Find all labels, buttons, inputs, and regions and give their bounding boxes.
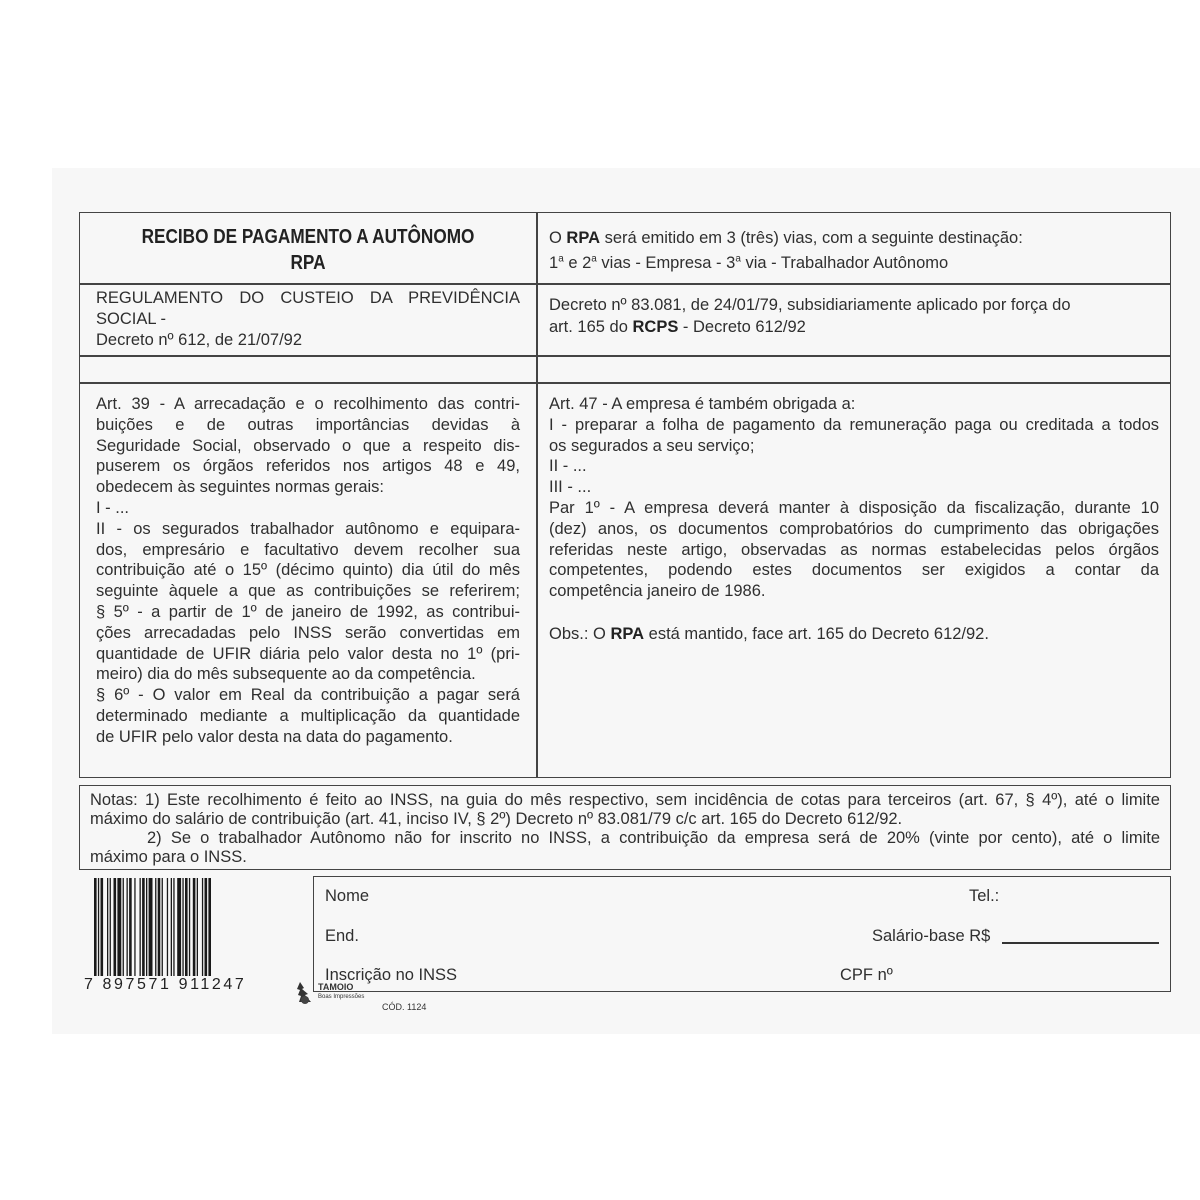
- article-line: II - os segurados trabalhador autônomo e equipara-: [96, 519, 520, 538]
- article-line: os segurados a seu serviço;: [549, 436, 755, 455]
- article-line: puserem os órgãos referidos nos artigos 48 e 49,: [96, 457, 520, 476]
- regulation-decree: Decreto nº 612, de 21/07/92: [96, 331, 303, 349]
- salary-field-line[interactable]: [1002, 942, 1159, 944]
- column-divider: [536, 212, 538, 778]
- cpf-field-label: CPF nº: [840, 966, 893, 984]
- article-line: Art. 47 - A empresa é também obrigada a:: [549, 395, 856, 413]
- article-line: I - preparar a folha de pagamento da remuneração paga ou creditada a todos: [549, 415, 1159, 434]
- product-code: CÓD. 1124: [382, 1002, 427, 1012]
- address-field-label: End.: [325, 927, 359, 945]
- inss-field-label: Inscrição no INSS: [325, 966, 458, 984]
- article-line: seguinte àquele a que as contribuições se referirem;: [96, 582, 520, 601]
- article-47: [549, 394, 1159, 602]
- note-line: Notas: 1) Este recolhimento é feito ao INSS, na guia do mês respectivo, sem incidência de cotas para terceiros (art. 67, § 4º), até o limite: [90, 791, 1160, 809]
- decree-line: art. 165 do RCPS - Decreto 612/92: [549, 318, 806, 336]
- regulation-line: REGULAMENTO DO CUSTEIO DA PREVIDÊNCIA: [96, 289, 520, 307]
- document-subtitle: RPA: [290, 252, 326, 274]
- publisher-tagline: Boas Impressões: [318, 994, 365, 1000]
- note-line: máximo para o INSS.: [90, 848, 247, 866]
- document-title: RECIBO DE PAGAMENTO A AUTÔNOMO: [141, 226, 475, 248]
- article-line: competência janeiro de 1986.: [549, 582, 766, 601]
- routing-text: 1$^a$ e 2$^a$ vias - Empresa - 3$^a$ via - Trabalhador Autônomo: [549, 253, 949, 272]
- article-line: (dez) anos, os documentos comprobatórios do cumprimento das obrigações: [549, 519, 1159, 538]
- article-line: II - ...: [549, 457, 587, 476]
- regulation-block: [96, 288, 520, 351]
- publisher-name: TAMOIO: [318, 982, 354, 992]
- article-line: III - ...: [549, 478, 592, 497]
- row-divider-1: [79, 283, 1171, 285]
- article-39: [96, 394, 520, 748]
- article-line: dos, empresário e facultativo devem recolher sua: [96, 540, 520, 559]
- article-line: quantidade de UFIR diária pelo valor desta no 1º (pri-: [96, 644, 520, 663]
- notes-text: [90, 791, 1160, 867]
- name-field-label: Nome: [325, 887, 370, 905]
- article-line: I - ...: [96, 498, 129, 517]
- article-line: Art. 39 - A arrecadação e o recolhimento das contri-: [96, 395, 520, 413]
- barcode-number: 7 897571 911247: [84, 976, 247, 993]
- note-line: 2) Se o trabalhador Autônomo não for inscrito no INSS, a contribuição da empresa será de 20% (vinte por cento), até o limite: [147, 829, 1160, 847]
- article-line: § 5º - a partir de 1º de janeiro de 1992, as contribui-: [96, 602, 520, 621]
- phone-field-label: Tel.:: [969, 887, 1000, 905]
- article-line: Par 1º - A empresa deverá manter à disposição da fiscalização, durante 10: [549, 498, 1159, 517]
- emission-text: O RPA será emitido em 3 (três) vias, com a seguinte destinação:: [549, 229, 1023, 247]
- article-line: de UFIR pelo valor desta na data do pagamento.: [96, 727, 453, 746]
- barcode-graphic: [94, 878, 254, 976]
- row-divider-2: [79, 355, 1171, 357]
- regulation-line: SOCIAL -: [96, 310, 166, 328]
- article-line: § 6º - O valor em Real da contribuição a pagar será: [96, 686, 520, 705]
- article-line: ções arrecadadas pelo INSS serão convertidas em: [96, 623, 520, 642]
- salary-field-label: Salário-base R$: [872, 927, 991, 945]
- note-line: máximo do salário de contribuição (art. 41, inciso IV, § 2º) Decreto nº 83.081/79 c/c art. 165 do Decreto 612/92.: [90, 810, 903, 828]
- article-line: buições e de outras importâncias devidas à: [96, 415, 520, 434]
- observation-text: Obs.: O RPA está mantido, face art. 165 do Decreto 612/92.: [549, 625, 989, 643]
- article-line: competentes, podendo estes documentos ser exigidos a contar da: [549, 561, 1159, 580]
- article-line: obedecem às seguintes normas gerais:: [96, 478, 384, 497]
- article-line: referidas neste artigo, observadas as normas estabelecidas pelos órgãos: [549, 540, 1159, 559]
- article-line: determinado mediante a multiplicação da quantidade: [96, 706, 520, 725]
- article-line: contribuição até o 15º (décimo quinto) dia útil do mês: [96, 561, 520, 580]
- article-line: meiro) dia do mês subsequente ao da competência.: [96, 665, 476, 684]
- article-line: Seguridade Social, observado o que a respeito dis-: [96, 436, 520, 455]
- decree-line: Decreto nº 83.081, de 24/01/79, subsidiariamente aplicado por força do: [549, 296, 1071, 314]
- row-divider-3: [79, 382, 1171, 384]
